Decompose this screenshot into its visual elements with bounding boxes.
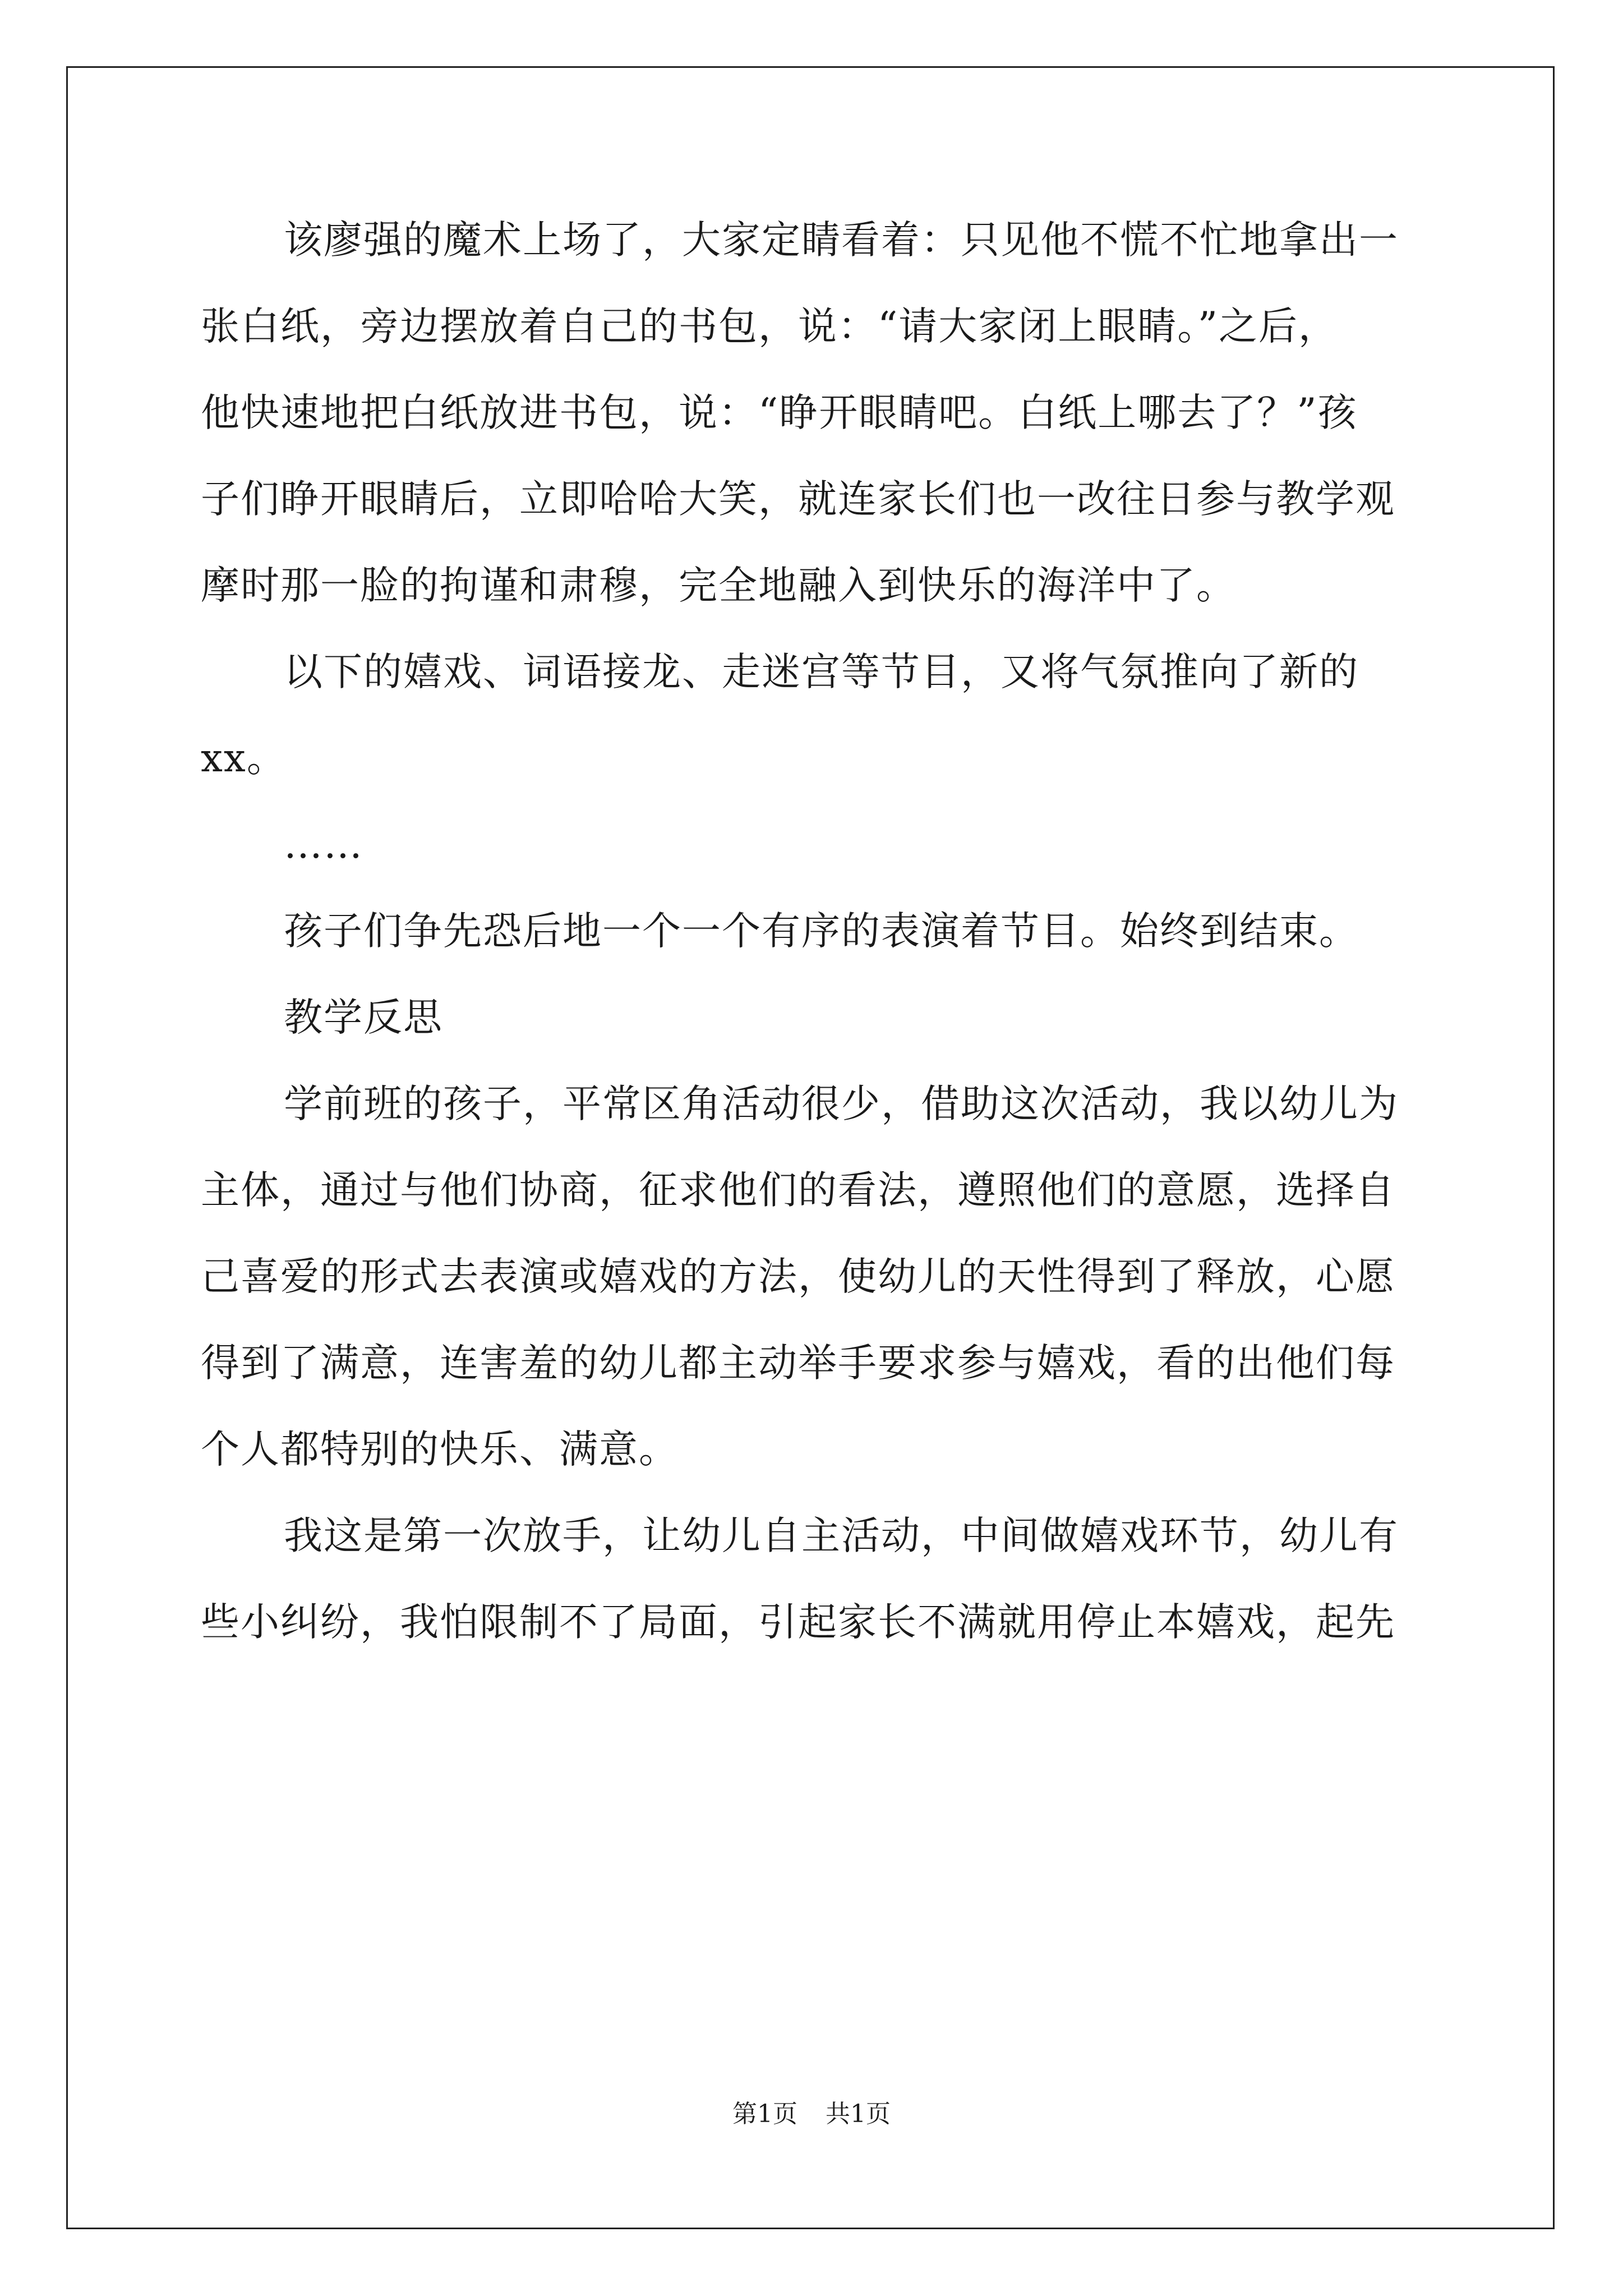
paragraph-line: xx。 <box>201 736 287 781</box>
paragraph-line: 孩子们争先恐后地一个一个有序的表演着节目。始终到结束。 <box>284 909 1359 954</box>
paragraph-line: 学前班的孩子，平常区角活动很少，借助这次活动，我以幼儿为 <box>284 1082 1399 1126</box>
paragraph-line: 以下的嬉戏、词语接龙、走迷宫等节目，又将气氛推向了新的 <box>284 650 1359 694</box>
section-heading: 教学反思 <box>284 995 443 1040</box>
paragraph-line: 他快速地把白纸放进书包，说：“睁开眼睛吧。白纸上哪去了？”孩 <box>201 390 1358 435</box>
paragraph-line: 该廖强的魔术上场了，大家定睛看着：只见他不慌不忙地拿出一 <box>284 218 1399 263</box>
ellipsis-line: …… <box>284 822 363 867</box>
paragraph-line: 我这是第一次放手，让幼儿自主活动，中间做嬉戏环节，幼儿有 <box>284 1513 1399 1558</box>
paragraph-line: 得到了满意，连害羞的幼儿都主动举手要求参与嬉戏，看的出他们每 <box>201 1341 1395 1386</box>
paragraph-line: 些小纠纷，我怕限制不了局面，引起家长不满就用停止本嬉戏，起先 <box>201 1600 1395 1645</box>
paragraph-line: 己喜爱的形式去表演或嬉戏的方法，使幼儿的天性得到了释放，心愿 <box>201 1254 1395 1299</box>
paragraph-line: 主体，通过与他们协商，征求他们的看法，遵照他们的意愿，选择自 <box>201 1168 1395 1213</box>
page-number-total: 共1页 <box>826 2100 891 2128</box>
page-number-current: 第1页 <box>732 2100 797 2128</box>
paragraph-line: 个人都特别的快乐、满意。 <box>201 1427 679 1472</box>
paragraph-line: 子们睁开眼睛后，立即哈哈大笑，就连家长们也一改往日参与教学观 <box>201 477 1395 522</box>
paragraph-line: 摩时那一脸的拘谨和肃穆，完全地融入到快乐的海洋中了。 <box>201 563 1236 608</box>
paragraph-line: 张白纸，旁边摆放着自己的书包，说：“请大家闭上眼睛。”之后， <box>201 304 1339 349</box>
page-footer <box>0 2099 1623 2130</box>
